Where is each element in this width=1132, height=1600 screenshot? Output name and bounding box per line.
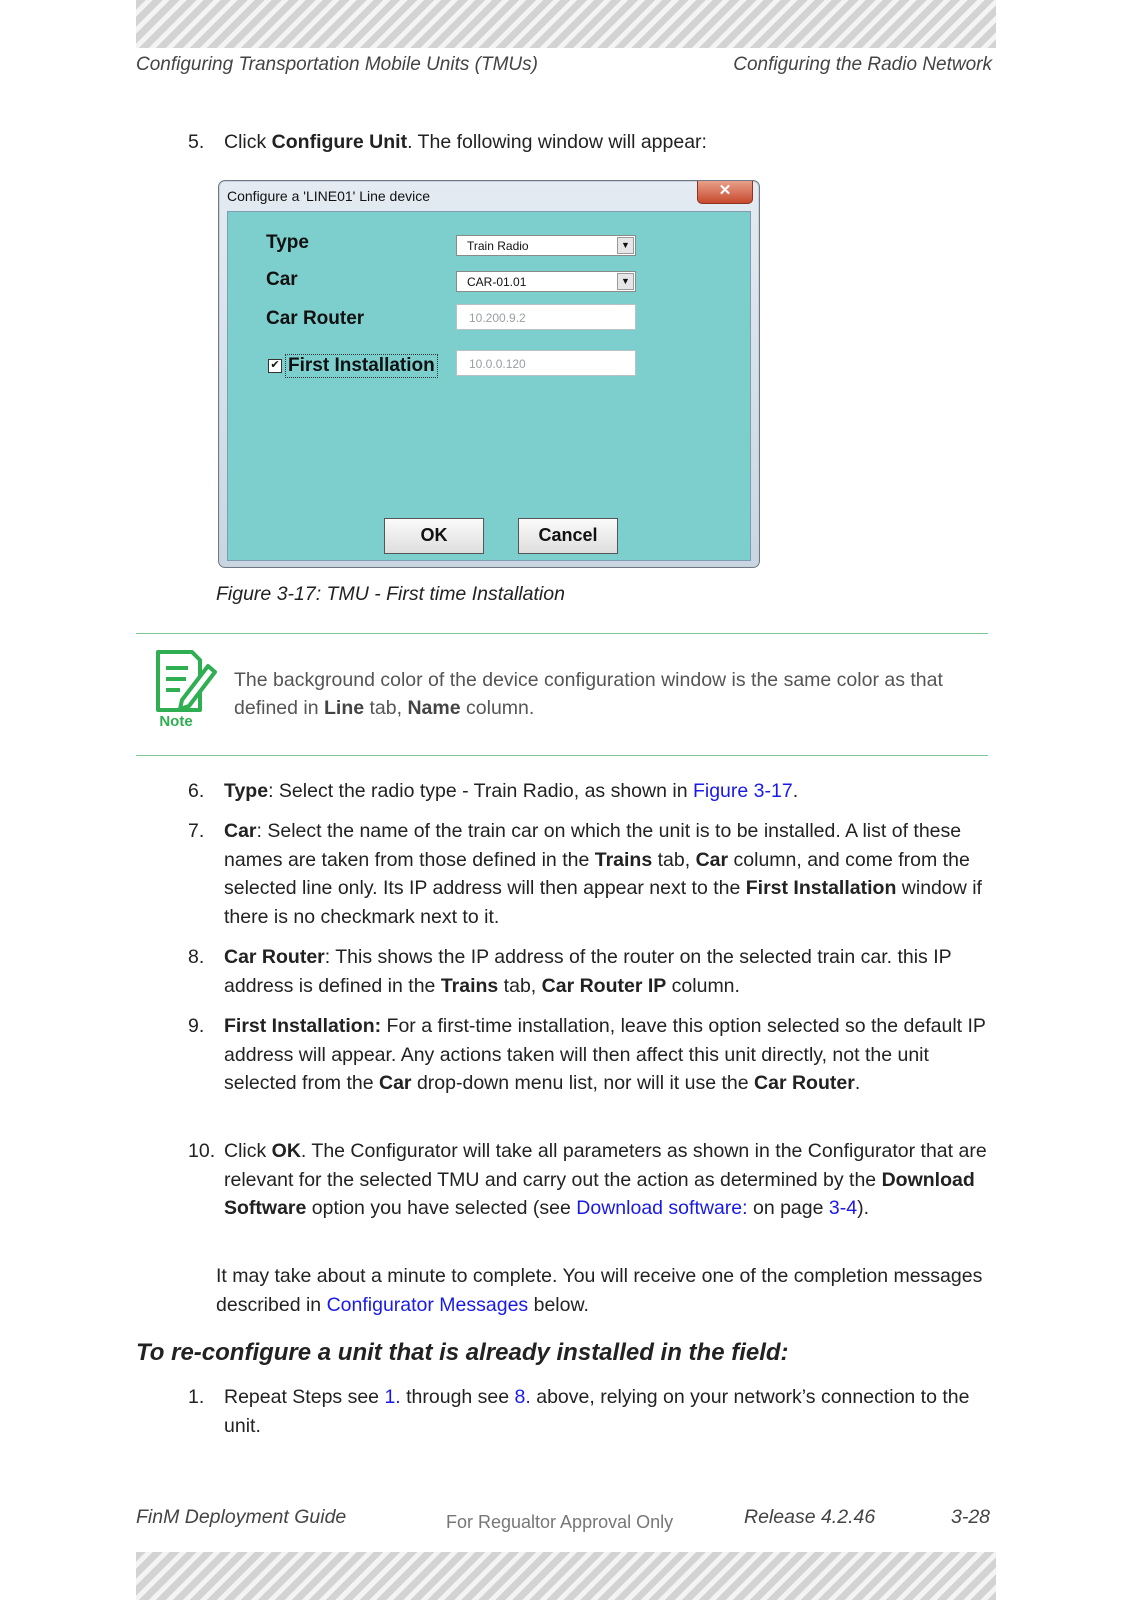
step-text: Click: [224, 1140, 272, 1162]
car-router-label: Car Router: [266, 308, 365, 329]
ok-button[interactable]: OK: [384, 518, 484, 554]
chevron-down-icon[interactable]: ▼: [617, 273, 634, 290]
step-bold: Download Software: [224, 1168, 975, 1219]
step-text: : Select the name of the train car on which the unit is to be installed. A list of these names are taken from those defined in the: [224, 820, 962, 871]
download-software-link[interactable]: Download software:: [576, 1197, 748, 1219]
running-header-right: Configuring the Radio Network: [733, 54, 992, 75]
first-installation-label[interactable]: First Installation: [285, 354, 438, 378]
step-bold: Car: [224, 820, 257, 842]
step-text: on page: [747, 1197, 829, 1219]
step-bold: Car: [379, 1072, 412, 1094]
step-6: [188, 777, 996, 806]
step-text: . The following window will appear:: [407, 131, 707, 153]
step-bold: Trains: [440, 974, 499, 997]
footer-approval-notice: For Regualtor Approval Only: [446, 1512, 674, 1532]
step-bold: Car Router: [224, 946, 325, 968]
reconfigure-step-1: [188, 1383, 996, 1440]
step-text: Click: [224, 131, 272, 153]
step-bold: First Installation: [745, 877, 897, 899]
section-subheading: To re-configure a unit that is already installed in the field:: [136, 1339, 789, 1366]
note-icon: [152, 648, 220, 728]
step-10: [188, 1137, 996, 1223]
completion-paragraph: [216, 1262, 996, 1319]
footer-page-number: 3-28: [951, 1506, 991, 1528]
note-text-part: tab,: [364, 697, 408, 719]
note-text-part: column.: [460, 697, 535, 719]
note-text-part: The background color of the device configuration window is the same color as that defined in: [234, 669, 943, 719]
car-select-value: CAR-01.01: [467, 275, 527, 289]
step-7: [188, 817, 996, 931]
first-installation-checkbox[interactable]: ✔: [268, 359, 282, 373]
type-select-value: Train Radio: [467, 239, 529, 253]
figure-caption: Figure 3-17: TMU - First time Installation: [216, 583, 565, 605]
step-text: tab,: [498, 974, 542, 997]
step-text: column, and come from the selected line only. Its IP address will then appear next to the: [224, 848, 970, 899]
step-text: window if there is no checkmark next to it.: [224, 877, 982, 928]
figure-link[interactable]: Figure 3-17: [692, 780, 793, 802]
step-bold: First Installation:: [224, 1015, 382, 1037]
paragraph-text: below.: [528, 1293, 589, 1316]
step-text: option you have selected (see: [306, 1197, 577, 1219]
step-text: drop-down menu list, nor will it use the: [411, 1072, 755, 1094]
chevron-down-icon[interactable]: ▼: [617, 237, 634, 254]
step-number: 5.: [188, 131, 205, 153]
note-bold: Line: [324, 697, 365, 719]
step-text: above, relying on your network’s connection to the unit.: [224, 1386, 970, 1437]
step-text: through see: [400, 1386, 515, 1408]
cancel-button[interactable]: Cancel: [518, 518, 618, 554]
note-divider-bottom: [136, 755, 988, 756]
step-bold: Trains: [594, 848, 653, 871]
step-text: .: [854, 1072, 861, 1094]
step-number: 9.: [188, 1015, 205, 1037]
dialog-client-area: [227, 211, 751, 561]
configurator-messages-link[interactable]: Configurator Messages: [326, 1293, 529, 1316]
paragraph-text: It may take about a minute to complete. You will receive one of the completion messages described in: [216, 1265, 983, 1316]
step-text: : This shows the IP address of the router on the selected train car. this IP address is defined in the: [224, 946, 952, 997]
running-header-left: Configuring Transportation Mobile Units (TMUs): [136, 54, 538, 75]
step-8: [188, 943, 996, 1000]
step-bold: Car: [695, 848, 729, 871]
configure-device-dialog: [218, 180, 760, 568]
step-text: : Select the radio type - Train Radio, as shown in: [268, 780, 693, 802]
step-text: .: [792, 780, 799, 802]
step-text: ).: [857, 1197, 869, 1219]
step-text: For a first-time installation, leave this option selected so the default IP address will appear. Any actions taken will then affect this unit directly, not the unit selected from the: [224, 1015, 986, 1094]
step-bold: Car Router: [754, 1072, 855, 1094]
step-number: 10.: [188, 1140, 216, 1162]
footer-hatch-band: [136, 1552, 996, 1600]
type-label: Type: [266, 232, 309, 253]
step-bold: OK: [271, 1140, 301, 1162]
dialog-title: Configure a 'LINE01' Line device: [227, 188, 431, 204]
step-bold: Configure Unit: [271, 131, 408, 153]
page-link[interactable]: 3-4: [828, 1197, 858, 1219]
footer-release: Release 4.2.46: [744, 1506, 876, 1528]
step-bold: Car Router IP: [541, 974, 667, 997]
step-text: column.: [666, 974, 740, 997]
header-hatch-band: [136, 0, 996, 48]
car-select[interactable]: [456, 271, 636, 292]
note-label: Note: [159, 713, 193, 728]
step-number: 6.: [188, 780, 205, 802]
step-9: [188, 1012, 996, 1098]
note-text: [234, 666, 974, 722]
note-divider-top: [136, 633, 988, 634]
footer-guide-title: FinM Deployment Guide: [136, 1506, 347, 1528]
step-number: 8.: [188, 946, 205, 968]
step-5: [188, 128, 996, 157]
car-label: Car: [266, 269, 298, 290]
note-bold: Name: [407, 697, 461, 719]
car-router-field[interactable]: 10.200.9.2: [456, 304, 636, 330]
step-number: 7.: [188, 820, 205, 842]
step-link[interactable]: 1.: [384, 1386, 401, 1408]
step-text: Repeat Steps see: [224, 1386, 385, 1408]
type-select[interactable]: [456, 235, 636, 256]
step-text: tab,: [652, 848, 696, 871]
close-icon[interactable]: ✕: [697, 181, 753, 204]
first-installation-field[interactable]: 10.0.0.120: [456, 350, 636, 376]
step-bold: Type: [224, 780, 269, 802]
step-text: . The Configurator will take all parameters as shown in the Configurator that are relevant for the selected TMU and carry out the action as determined by the: [224, 1140, 987, 1191]
step-number: 1.: [188, 1386, 205, 1408]
step-link[interactable]: 8.: [514, 1386, 531, 1408]
